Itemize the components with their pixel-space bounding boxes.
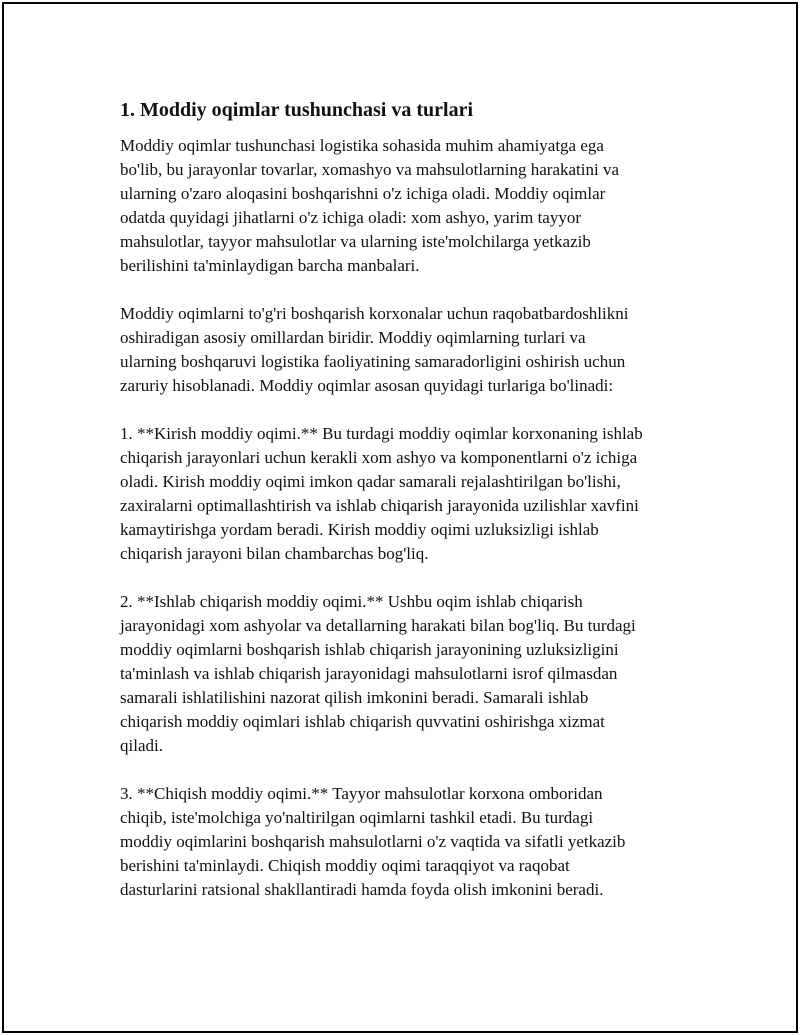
section-heading: 1. Moddiy oqimlar tushunchasi va turlari bbox=[120, 99, 474, 121]
text-line: samarali ishlatilishini nazorat qilish imkonini beradi. Samarali ishlab bbox=[120, 688, 589, 707]
text-line: qiladi. bbox=[120, 736, 163, 755]
text-line: oshiradigan asosiy omillardan biridir. Moddiy oqimlarning turlari va bbox=[120, 328, 586, 347]
paragraph-intro bbox=[120, 134, 700, 278]
text-line: odatda quyidagi jihatlarni o'z ichiga oladi: xom ashyo, yarim tayyor bbox=[120, 208, 582, 227]
text-line: 3. **Chiqish moddiy oqimi.** Tayyor mahsulotlar korxona omboridan bbox=[120, 784, 603, 803]
text-line: chiqarish jarayoni bilan chambarchas bog'liq. bbox=[120, 544, 429, 563]
paragraph-outbound-flow bbox=[120, 782, 700, 902]
text-line: berilishini ta'minlaydigan barcha manbalari. bbox=[120, 256, 420, 275]
text-line: berishini ta'minlaydi. Chiqish moddiy oqimi taraqqiyot va raqobat bbox=[120, 856, 570, 875]
paragraph-inbound-flow bbox=[120, 422, 700, 566]
text-line: ularning o'zaro aloqasini boshqarishni o'z ichiga oladi. Moddiy oqimlar bbox=[120, 184, 606, 203]
document-body bbox=[120, 96, 700, 926]
text-line: dasturlarini ratsional shakllantiradi hamda foyda olish imkonini beradi. bbox=[120, 880, 604, 899]
text-line: 1. **Kirish moddiy oqimi.** Bu turdagi moddiy oqimlar korxonaning ishlab bbox=[120, 424, 643, 443]
text-line: chiqarish jarayonlari uchun kerakli xom ashyo va komponentlarni o'z ichiga bbox=[120, 448, 638, 467]
text-line: zaxiralarni optimallashtirish va ishlab chiqarish jarayonida uzilishlar xavfini bbox=[120, 496, 639, 515]
text-line: 2. **Ishlab chiqarish moddiy oqimi.** Ushbu oqim ishlab chiqarish bbox=[120, 592, 583, 611]
text-line: moddiy oqimlarni boshqarish ishlab chiqarish jarayonining uzluksizligini bbox=[120, 640, 619, 659]
text-line: ularning boshqaruvi logistika faoliyatining samaradorligini oshirish uchun bbox=[120, 352, 626, 371]
page-frame bbox=[2, 2, 798, 1033]
text-line: oladi. Kirish moddiy oqimi imkon qadar samarali rejalashtirilgan bo'lishi, bbox=[120, 472, 621, 491]
text-line: bo'lib, bu jarayonlar tovarlar, xomashyo va mahsulotlarning harakatini va bbox=[120, 160, 620, 179]
text-line: zaruriy hisoblanadi. Moddiy oqimlar asosan quyidagi turlariga bo'linadi: bbox=[120, 376, 614, 395]
paragraph-management bbox=[120, 302, 700, 398]
text-line: moddiy oqimlarini boshqarish mahsulotlarni o'z vaqtida va sifatli yetkazib bbox=[120, 832, 626, 851]
text-line: mahsulotlar, tayyor mahsulotlar va ularning iste'molchilarga yetkazib bbox=[120, 232, 591, 251]
text-line: Moddiy oqimlarni to'g'ri boshqarish korxonalar uchun raqobatbardoshlikni bbox=[120, 304, 629, 323]
paragraph-production-flow bbox=[120, 590, 700, 758]
text-line: ta'minlash va ishlab chiqarish jarayonidagi mahsulotlarni isrof qilmasdan bbox=[120, 664, 618, 683]
text-line: chiqib, iste'molchiga yo'naltirilgan oqimlarni tashkil etadi. Bu turdagi bbox=[120, 808, 594, 827]
text-line: Moddiy oqimlar tushunchasi logistika sohasida muhim ahamiyatga ega bbox=[120, 136, 604, 155]
text-line: jarayonidagi xom ashyolar va detallarning harakati bilan bog'liq. Bu turdagi bbox=[120, 616, 636, 635]
text-line: kamaytirishga yordam beradi. Kirish moddiy oqimi uzluksizligi ishlab bbox=[120, 520, 599, 539]
text-line: chiqarish moddiy oqimlari ishlab chiqarish quvvatini oshirishga xizmat bbox=[120, 712, 605, 731]
